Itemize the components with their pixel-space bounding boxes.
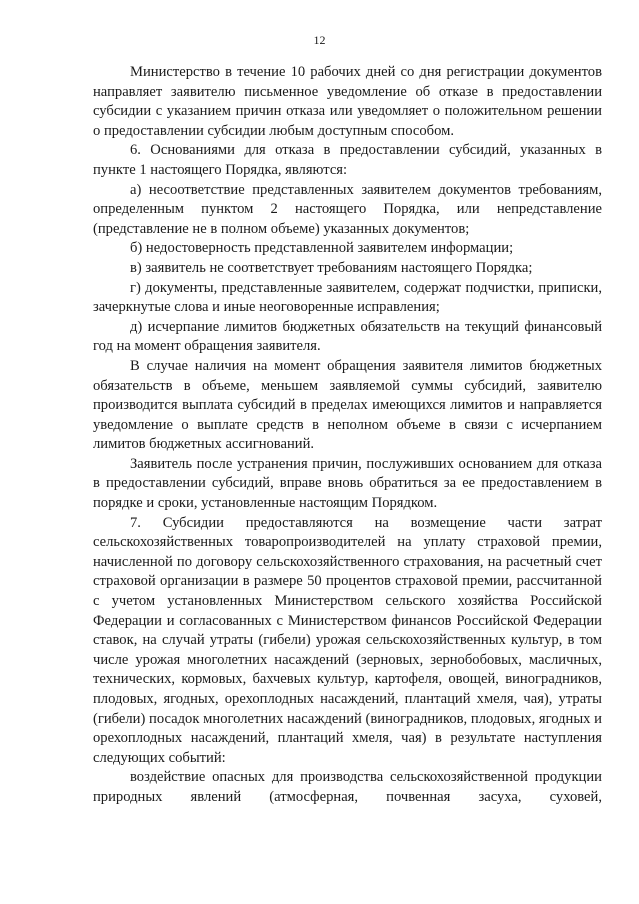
paragraph-natural-events: воздействие опасных для производства сельскохозяйственной продукции природных явлений (атмосферная, почвенная засуха, суховей, [93, 769, 602, 805]
paragraph-subsidies-7: 7. Субсидии предоставляются на возмещение части затрат сельскохозяйственных товаропроизводителей на уплату страховой премии, начисленной по договору сельскохозяйственного страхования, на расчетный счет страховой организации в размере 50 процентов страховой премии, рассчитанной с учетом установленных Министерством сельского хозяйства Российской Федерации и согласованных с Министерством финансов Российской Федерации ставок, на случай утраты (гибели) урожая сельскохозяйственных культур, в том числе урожая многолетних насаждений (зерновых, зернобобовых, масличных, технических, кормовых, бахчевых культур, картофеля, овощей, виноградников, плодовых, ягодных, орехоплодных насаждений, плантаций хмеля, чая), утраты (гибели) посадок многолетних насаждений (виноградников, плодовых, ягодных и орехоплодных насаждений, плантаций хмеля, чая) в результате наступления следующих событий: [93, 514, 602, 766]
page-number: 12 [313, 33, 326, 47]
list-item-v: в) заявитель не соответствует требованиям настоящего Порядка; [130, 259, 533, 276]
list-item-a: а) несоответствие представленных заявителем документов требованиям, определенным пунктом 2 настоящего Порядка, или непредставление (представление не в полном объеме) указанных документов; [93, 181, 602, 237]
paragraph-notification: Министерство в течение 10 рабочих дней со дня регистрации документов направляет заявителю письменное уведомление об отказе в предоставлении субсидии с указанием причин отказа или уведомляет о положительном решении о предоставлении субсидии любым доступным способом. [93, 64, 602, 139]
list-item-d: д) исчерпание лимитов бюджетных обязательств на текущий финансовый год на момент обращения заявителя. [93, 318, 602, 355]
paragraph-limits: В случае наличия на момент обращения заявителя лимитов бюджетных обязательств в объеме, меньшем заявляемой суммы субсидий, заявителю производится выплата субсидий в пределах имеющихся лимитов и направляется уведомление о выплате средств в неполном объеме в связи с исчерпанием лимитов бюджетных ассигнований. [93, 357, 602, 453]
list-item-g: г) документы, представленные заявителем, содержат подчистки, приписки, зачеркнутые слова и иные неоговоренные исправления; [93, 279, 602, 316]
paragraph-reapply: Заявитель после устранения причин, послуживших основанием для отказа в предоставлении субсидий, вправе вновь обратиться за ее предоставлением в порядке и сроки, установленные настоящим Порядком. [93, 455, 602, 512]
list-item-b: б) недостоверность представленной заявителем информации; [130, 240, 514, 257]
paragraph-refusal-grounds: 6. Основаниями для отказа в предоставлении субсидий, указанных в пункте 1 настоящего Порядка, являются: [93, 142, 602, 178]
document-body [93, 63, 602, 808]
